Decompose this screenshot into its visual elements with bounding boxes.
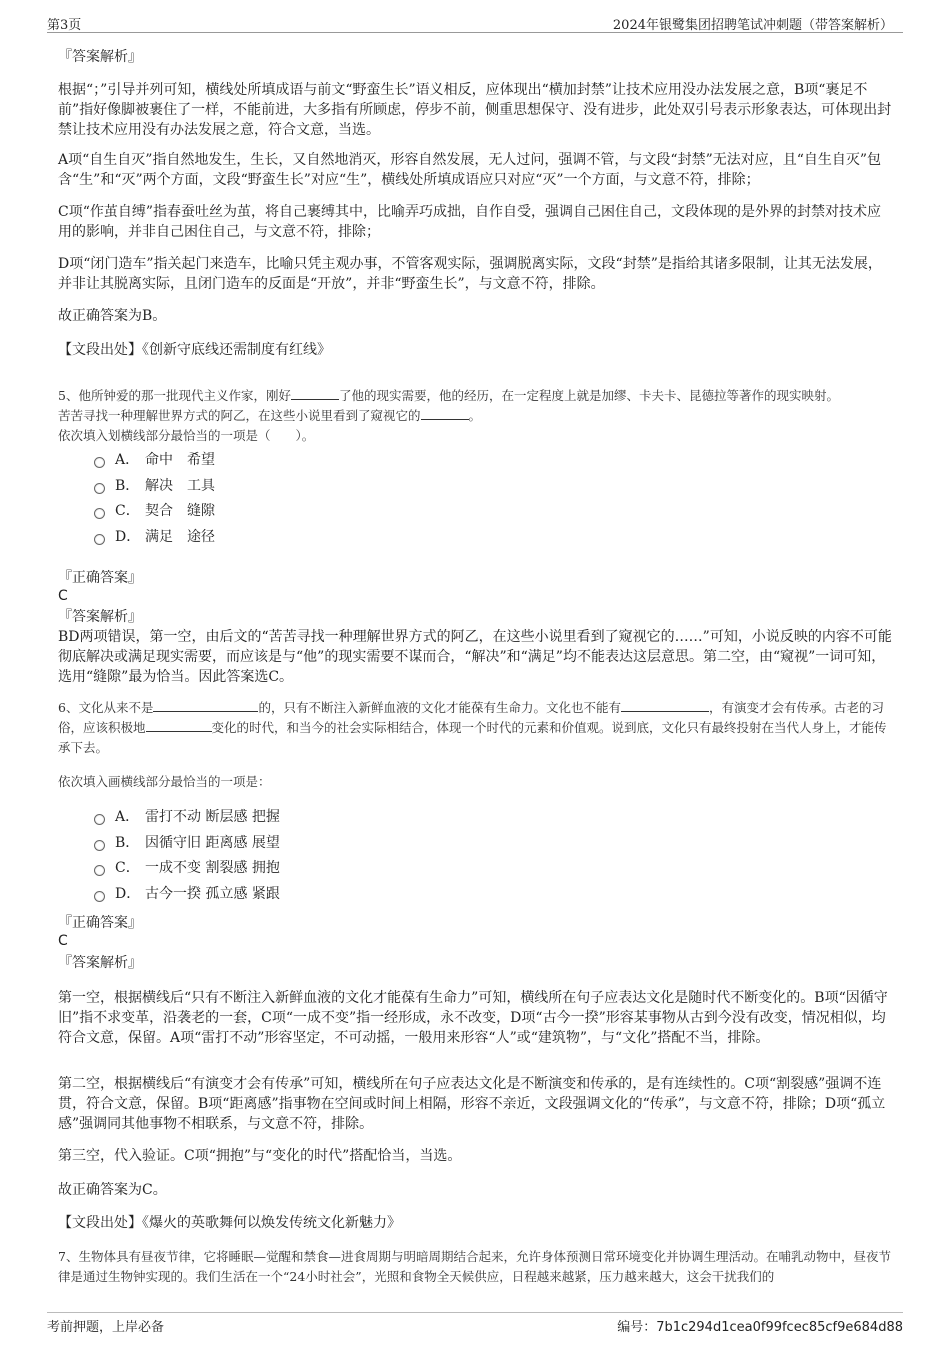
q5-stem-part: 。	[468, 408, 482, 423]
q6-blank-2	[621, 699, 709, 712]
option-text: 契合 缝隙	[145, 503, 215, 519]
page-footer	[47, 1312, 903, 1338]
option-text: 一成不变 割裂感 拥抱	[145, 860, 280, 876]
option-letter: A．	[115, 452, 140, 468]
q5-blank-2	[421, 407, 469, 420]
q6-stem-part: ，有演变才会有传承。古老的习俗，应该积极地	[58, 700, 884, 735]
option-letter: B．	[115, 835, 140, 851]
q4-source	[58, 340, 894, 360]
q6-source	[58, 1213, 894, 1233]
page-header	[47, 14, 903, 33]
q5-option-c[interactable]	[94, 501, 215, 521]
page-number: 第3页	[47, 18, 82, 33]
q4-analysis-p3: C项“作茧自缚”指春蚕吐丝为茧，将自己裹缚其中，比喻弄巧成拙，自作自受，强调自己困住自己，文段体现的是外界的封禁对技术应用的影响，并非自己困住自己，与文意不符，排除；	[58, 204, 882, 240]
q4-analysis-p4: D项“闭门造车”指关起门来造车，比喻只凭主观办事，不管客观实际，强调脱离实际，文段“封禁”是指给其诸多限制，让其无法发展，并非让其脱离实际，且闭门造车的反面是“开放”，并非“野蛮生长”，与文意不符，排除。	[58, 256, 882, 292]
q6-stem-part: 变化的时代，和当今的社会实际相结合，体现一个时代的元素和价值观。说到底，文化只有最终投射在当代人身上，才能传承下去。	[58, 720, 887, 755]
option-text: 满足 途径	[145, 529, 215, 545]
q5-answer-tag: 『正确答案』	[58, 570, 142, 586]
option-letter: D．	[115, 886, 141, 902]
q5-stem-part: 5、他所钟爱的那一批现代主义作家，刚好	[58, 388, 291, 403]
radio-icon[interactable]	[94, 891, 105, 902]
radio-icon[interactable]	[94, 840, 105, 851]
option-text: 命中 希望	[145, 452, 215, 468]
q5-stem-part: 苦苦寻找一种理解世界方式的阿乙，在这些小说里看到了窥视它的	[58, 408, 421, 423]
q6-analysis-p2: 第二空，根据横线后“有演变才会有传承”可知，横线所在句子应表达文化是不断演变和传承的，是有连续性的。C项“割裂感”强调不连贯，符合文意，保留。B项“距离感”指事物在空间或时间上相隔，形容不亲近，文段强调文化的“传承”，与文意不符，排除；D项“孤立感”强调同其他事物不相联系，与文意不符，排除。	[58, 1076, 886, 1132]
radio-icon[interactable]	[94, 457, 105, 468]
document-title: 2024年银鹭集团招聘笔试冲刺题（带答案解析）	[612, 18, 893, 33]
q5-answer: C	[58, 588, 68, 604]
q5-blank-1	[291, 387, 339, 400]
q6-instruction: 依次填入画横线部分最恰当的一项是：	[58, 774, 271, 789]
q5-analysis: BD两项错误，第一空，由后文的“苦苦寻找一种理解世界方式的阿乙，在这些小说里看到了窥视它的……”可知，小说反映的内容不可能彻底解决或满足现实需要，而应该是与“他”的现实需要不谋而合，“解决”和“满足”均不能表达这层意思。第二空，由“窥视”一词可知，选用“缝隙”最为恰当。因此答案选C。	[58, 629, 892, 685]
option-letter: A．	[115, 809, 140, 825]
q6-source-title: 《爆火的英歌舞何以焕发传统文化新魅力》	[142, 1215, 401, 1231]
q6-stem-part: 的，只有不断注入新鲜血液的文化才能葆有生命力。文化也不能有	[258, 700, 621, 715]
footer-slogan: 考前押题，上岸必备	[47, 1320, 165, 1335]
option-text: 解决 工具	[145, 478, 215, 494]
q6-option-b[interactable]	[94, 833, 280, 853]
option-letter: C．	[115, 503, 140, 519]
q4-analysis-tag: 『答案解析』	[58, 49, 142, 65]
q4-analysis-p2: A项“自生自灭”指自然地发生，生长，又自然地消灭，形容自然发展，无人过问，强调不管，与文段“封禁”无法对应，且“自生自灭”包含“生”和“灭”两个方面，文段“野蛮生长”对应“生”，横线处所填成语应只对应“灭”一个方面，与文意不符，排除；	[58, 152, 882, 188]
q6-conclusion: 故正确答案为C。	[58, 1182, 167, 1198]
option-letter: B．	[115, 478, 140, 494]
q5-stem-part: 了他的现实需要，他的经历，在一定程度上就是加缪、卡夫卡、昆德拉等著作的现实映射。	[338, 388, 839, 403]
q4-source-title: 《创新守底线还需制度有红线》	[142, 342, 331, 358]
q4-source-tag: 【文段出处】	[58, 342, 142, 358]
option-letter: D．	[115, 529, 141, 545]
radio-icon[interactable]	[94, 483, 105, 494]
radio-icon[interactable]	[94, 508, 105, 519]
q6-blank-3	[146, 719, 212, 732]
q6-analysis-tag: 『答案解析』	[58, 955, 142, 971]
q6-blank-1	[153, 699, 258, 712]
q5-option-a[interactable]	[94, 450, 215, 470]
q7-stem: 7、生物体具有昼夜节律，它将睡眠—觉醒和禁食—进食周期与明暗周期结合起来，允许身体预测日常环境变化并协调生理活动。在哺乳动物中，昼夜节律是通过生物钟实现的。我们生活在一个“24小时社会”，光照和食物全天候供应，日程越来越紧，压力越来越大，这会干扰我们的	[58, 1249, 891, 1284]
q6-answer: C	[58, 933, 68, 949]
q4-analysis-p1: 根据“；”引导并列可知，横线处所填成语与前文“野蛮生长”语义相反，应体现出“横加封禁”让技术应用没办法发展之意，B项“裹足不前”指好像脚被裹住了一样，不能前进，大多指有所顾虑，停步不前，侧重思想保守、没有进步，此处双引号表示形象表达，可体现出封禁让技术应用没有办法发展之意，符合文意，当选。	[58, 82, 892, 138]
q4-conclusion: 故正确答案为B。	[58, 308, 167, 324]
q5-option-d[interactable]	[94, 527, 215, 547]
q5-stem	[58, 386, 894, 446]
q6-stem	[58, 698, 894, 758]
radio-icon[interactable]	[94, 814, 105, 825]
q6-source-tag: 【文段出处】	[58, 1215, 142, 1231]
q6-stem-part: 6、文化从来不是	[58, 700, 154, 715]
option-letter: C．	[115, 860, 140, 876]
q6-option-c[interactable]	[94, 858, 280, 878]
q5-option-b[interactable]	[94, 476, 215, 496]
radio-icon[interactable]	[94, 534, 105, 545]
option-text: 因循守旧 距离感 展望	[145, 835, 280, 851]
option-text: 古今一揆 孤立感 紧跟	[145, 886, 280, 902]
q6-analysis-p1: 第一空，根据横线后“只有不断注入新鲜血液的文化才能葆有生命力”可知，横线所在句子应表达文化是随时代不断变化的。B项“因循守旧”指不求变革，沿袭老的一套，C项“一成不变”指一经形成，永不改变，D项“古今一揆”形容某事物从古到今没有改变，情况相似，均符合文意，保留。A项“雷打不动”形容坚定，不可动摇，一般用来形容“人”或“建筑物”，与“文化”搭配不当，排除。	[58, 990, 888, 1046]
q6-option-d[interactable]	[94, 884, 280, 904]
document-id: 编号：7b1c294d1cea0f99fcec85cf9e684d88	[617, 1320, 903, 1335]
q6-answer-tag: 『正确答案』	[58, 915, 142, 931]
option-text: 雷打不动 断层感 把握	[145, 809, 280, 825]
radio-icon[interactable]	[94, 865, 105, 876]
q5-instruction: 依次填入划横线部分最恰当的一项是（ ）。	[58, 428, 315, 443]
q6-option-a[interactable]	[94, 807, 280, 827]
q5-analysis-tag: 『答案解析』	[58, 609, 142, 625]
q6-analysis-p3: 第三空，代入验证。C项“拥抱”与“变化的时代”搭配恰当，当选。	[58, 1148, 462, 1164]
